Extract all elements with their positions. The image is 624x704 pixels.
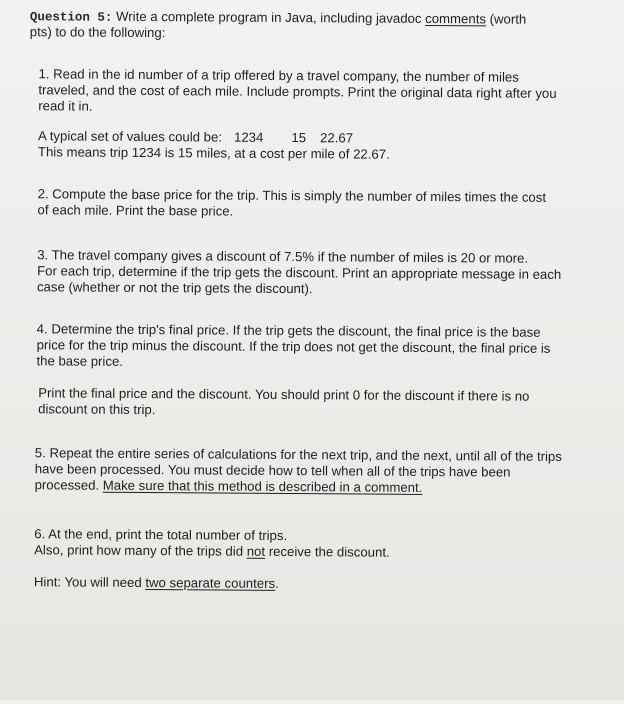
example-cost: 22.67 <box>320 130 354 146</box>
step6-not-emphasis: not <box>246 543 266 559</box>
step4-line1: 4. Determine the trip's final price. If the trip gets the discount, the final price is the base <box>36 321 541 340</box>
example-id: 1234 <box>233 129 264 145</box>
step3-line3: case (whether or not the trip gets the discount). <box>36 279 313 297</box>
step4-line4: Print the final price and the discount. You should print 0 for the discount if there is no <box>38 385 530 404</box>
step1-line2: traveled, and the cost of each mile. Include prompts. Print the original data right after you <box>38 82 557 101</box>
question-prompt-end: (worth <box>485 11 527 27</box>
step6-line2-start: Also, print how many of the trips did <box>34 542 247 559</box>
step6-line1: 6. At the end, print the total number of trips. <box>34 526 288 544</box>
hint-underlined: two separate counters <box>145 575 276 591</box>
question-label: Question 5: <box>29 10 113 25</box>
step1-line1: 1. Read in the id number of a trip offered by a travel company, the number of miles <box>38 66 519 85</box>
step2-line2: of each mile. Print the base price. <box>37 202 234 219</box>
step4-line2: price for the trip minus the discount. If the trip does not get the discount, the final price is <box>36 337 551 356</box>
step4-line3: the base price. <box>36 353 124 369</box>
hint-line <box>34 574 279 592</box>
step5-line1: 5. Repeat the entire series of calculations for the next trip, and the next, until all of the trips <box>34 445 562 464</box>
step5-underlined-requirement: Make sure that this method is described in a comment. <box>102 477 423 495</box>
comments-link: comments <box>425 10 487 27</box>
step1-line3: read it in. <box>38 98 93 114</box>
step3-line1: 3. The travel company gives a discount of 7.5% if the number of miles is 20 or more. <box>37 247 529 266</box>
step6-line2 <box>34 542 390 560</box>
example-label: A typical set of values could be: <box>38 128 223 145</box>
step5-line2: have been processed. You must decide how to tell when all of the trips have been <box>34 461 511 480</box>
step1-example-meaning: This means trip 1234 is 15 miles, at a cost per mile of 22.67. <box>37 144 390 162</box>
step5-line3 <box>35 477 423 496</box>
example-miles: 15 <box>291 130 307 146</box>
question-prompt-line2: pts) to do the following: <box>29 24 166 41</box>
step5-line3-plain: processed. <box>34 477 103 493</box>
step4-line5: discount on this trip. <box>38 401 156 418</box>
hint-end: . <box>275 575 279 591</box>
step2-line1: 2. Compute the base price for the trip. This is simply the number of miles times the cost <box>37 186 547 205</box>
question-prompt-start: Write a complete program in Java, including javadoc <box>116 8 426 26</box>
step6-line2-end: receive the discount. <box>265 543 390 560</box>
step3-line2: For each trip, determine if the trip gets the discount. Print an appropriate message in each <box>37 263 562 282</box>
hint-label: Hint: You will need <box>33 574 146 591</box>
